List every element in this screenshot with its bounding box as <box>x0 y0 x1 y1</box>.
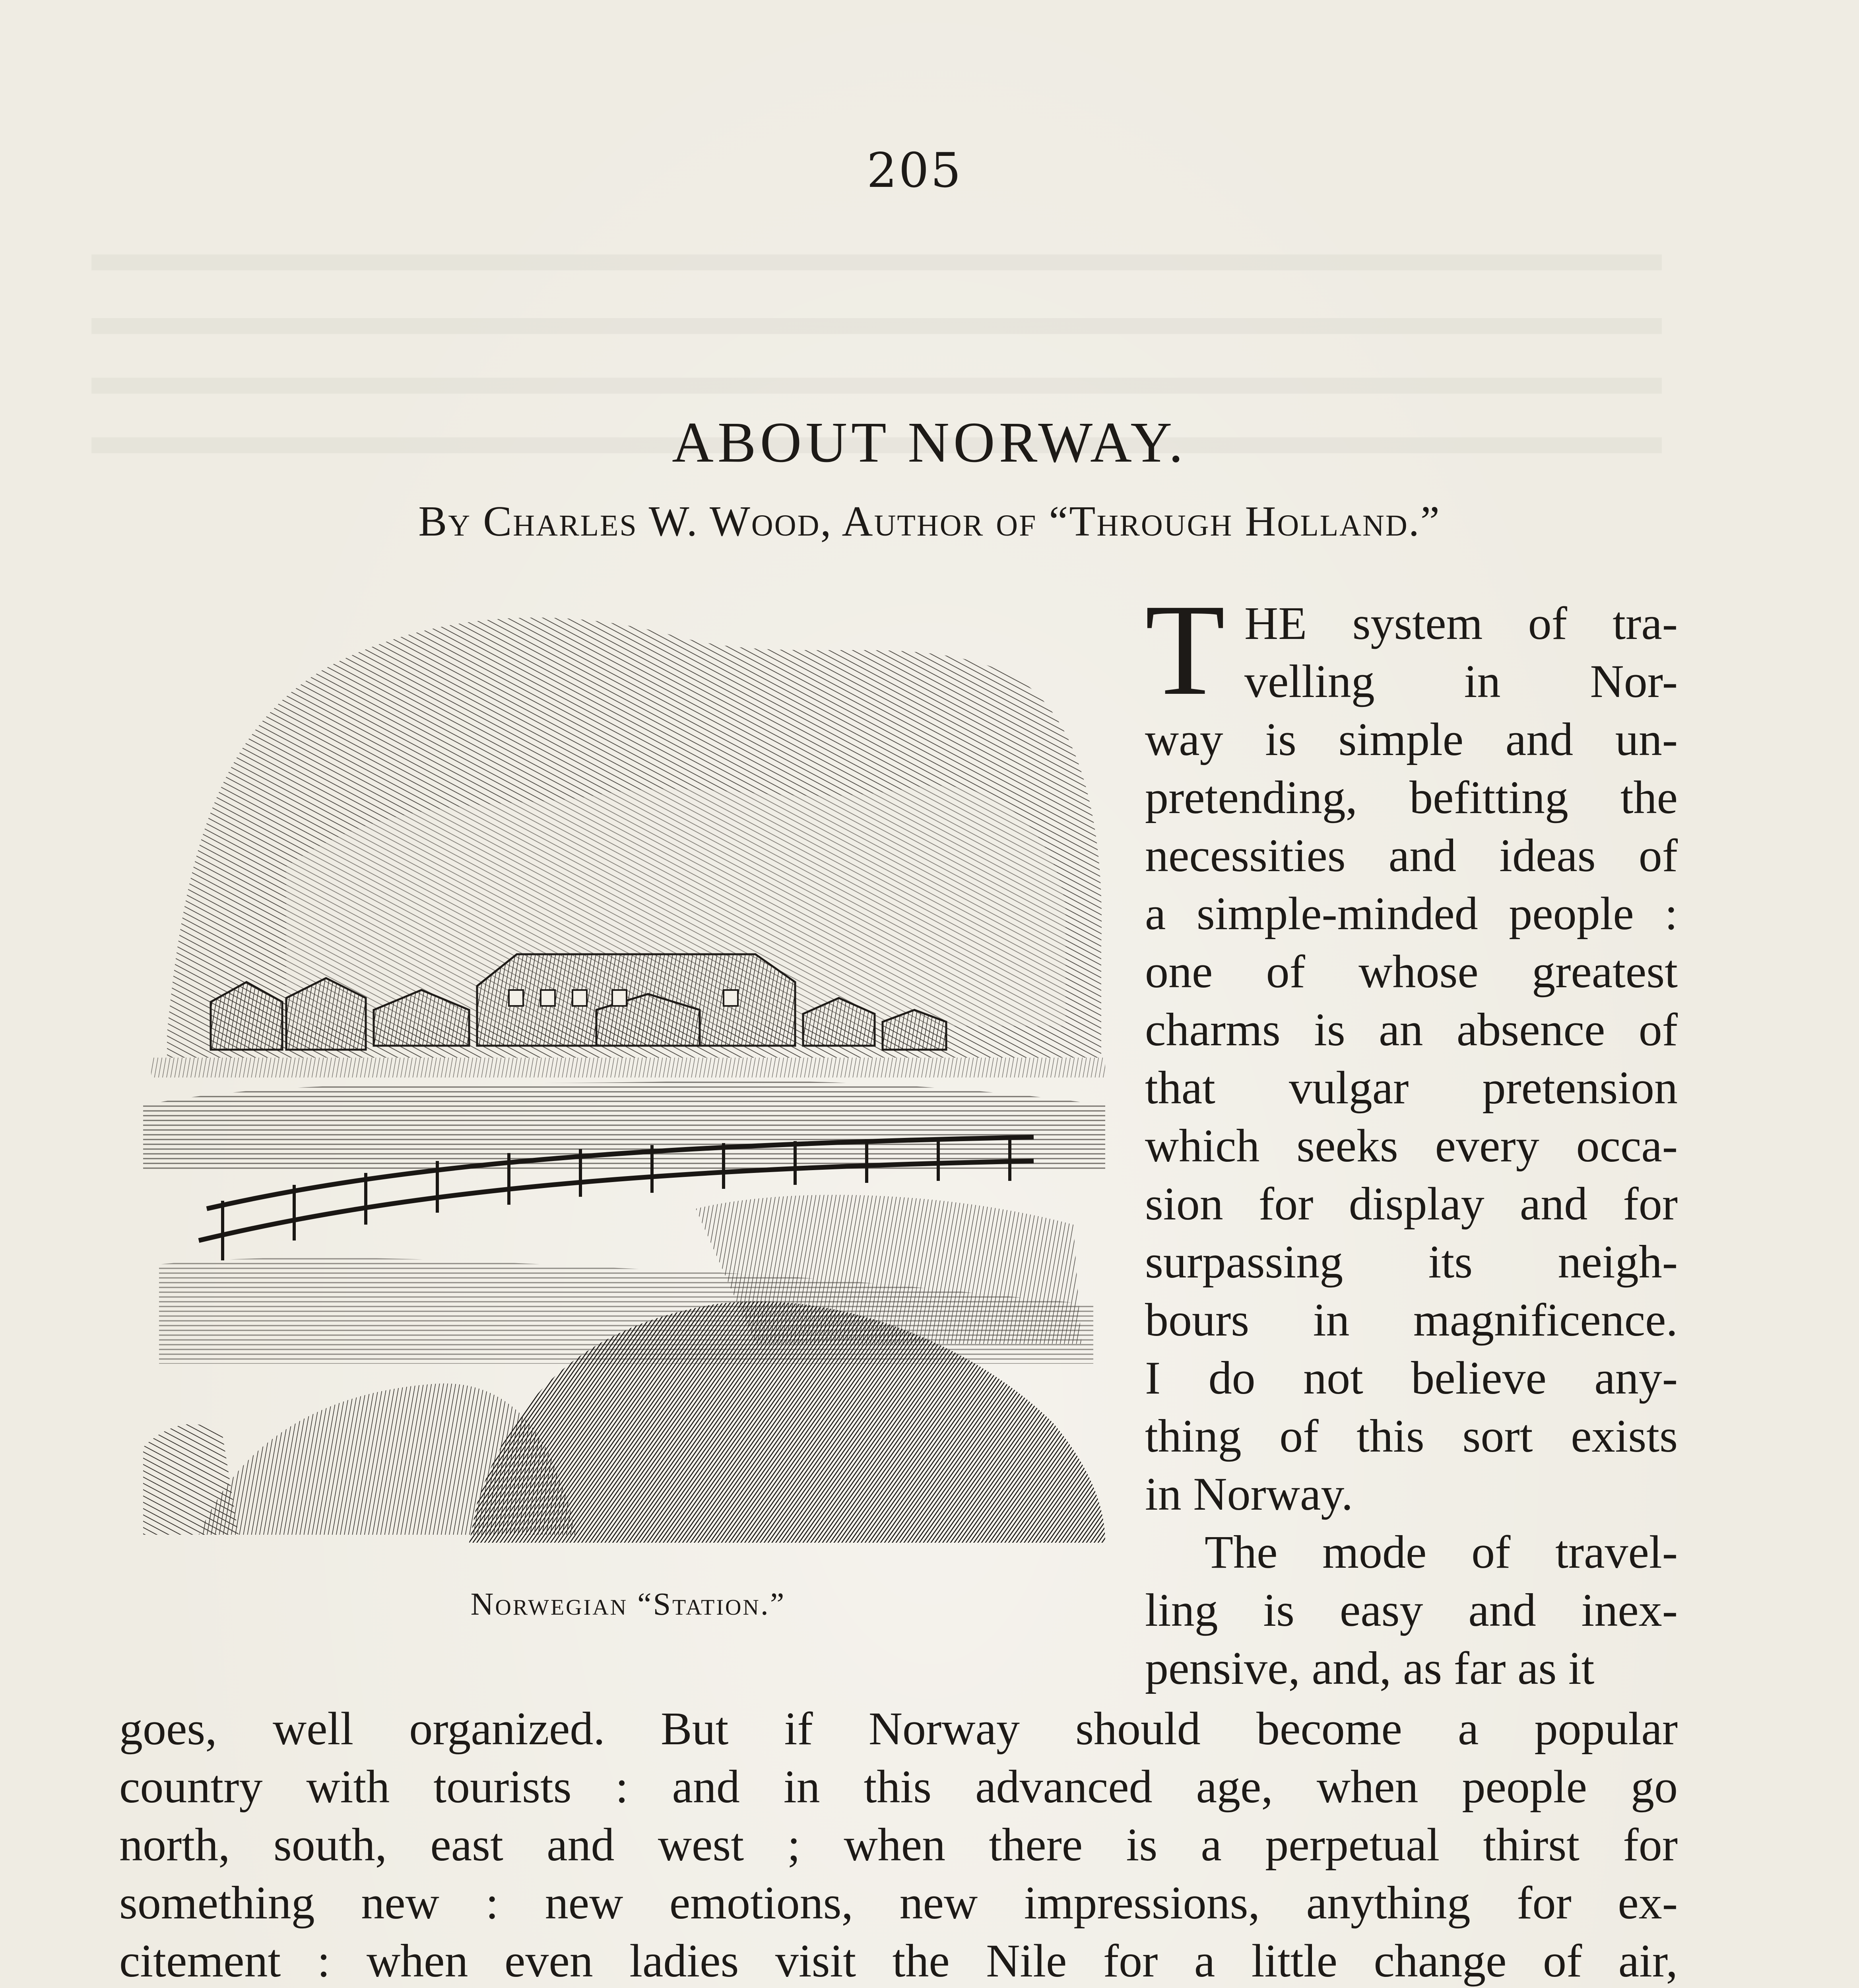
text-line: The mode of travel- <box>1205 1526 1678 1578</box>
text-line: necessities and ideas of <box>1145 829 1678 881</box>
article-byline: By Charles W. Wood, Author of “Through Holland.” <box>418 498 1441 545</box>
text-line: in Norway. <box>1145 1468 1353 1520</box>
text-line: citement : when even ladies visit the Nile for a little change of air, <box>119 1935 1678 1987</box>
text-line: goes, well organized. But if Norway should become a popular <box>119 1703 1678 1755</box>
text-line: charms is an absence of <box>1145 1004 1678 1056</box>
text-line: a simple-minded people : <box>1145 887 1678 940</box>
text-line: bours in magnificence. <box>1145 1294 1678 1346</box>
text-line: velling in Nor- <box>1244 655 1678 707</box>
text-line: thing of this sort exists <box>1145 1410 1678 1462</box>
text-line: ling is easy and inex- <box>1145 1584 1678 1636</box>
text-line: sion for display and for <box>1145 1178 1678 1230</box>
text-line: pretending, befitting the <box>1145 771 1678 823</box>
text-line: one of whose greatest <box>1145 945 1678 998</box>
text-line: that vulgar pretension <box>1145 1062 1678 1114</box>
text-line: country with tourists : and in this advanced age, when people go <box>119 1761 1678 1813</box>
text-line: pensive, and, as far as it <box>1145 1642 1595 1694</box>
side-column-text <box>1145 577 1678 1697</box>
text-line: north, south, east and west ; when there is a perpetual thirst for <box>119 1819 1678 1871</box>
text-line: which seeks every occa- <box>1145 1120 1678 1172</box>
full-width-text <box>119 1700 1678 1988</box>
text-line: way is simple and un- <box>1145 713 1678 765</box>
text-line: HE system of tra- <box>1244 597 1678 649</box>
drop-cap: T <box>1145 577 1225 722</box>
norwegian-station-engraving <box>119 588 1137 1551</box>
text-line: I do not believe any- <box>1145 1352 1678 1404</box>
text-line: surpassing its neigh- <box>1145 1236 1678 1288</box>
article-title: ABOUT NORWAY. <box>672 411 1187 474</box>
page-number: 205 <box>867 143 963 198</box>
text-line: something new : new emotions, new impressions, anything for ex- <box>119 1877 1678 1929</box>
illustration-caption: Norwegian “Station.” <box>470 1587 786 1622</box>
